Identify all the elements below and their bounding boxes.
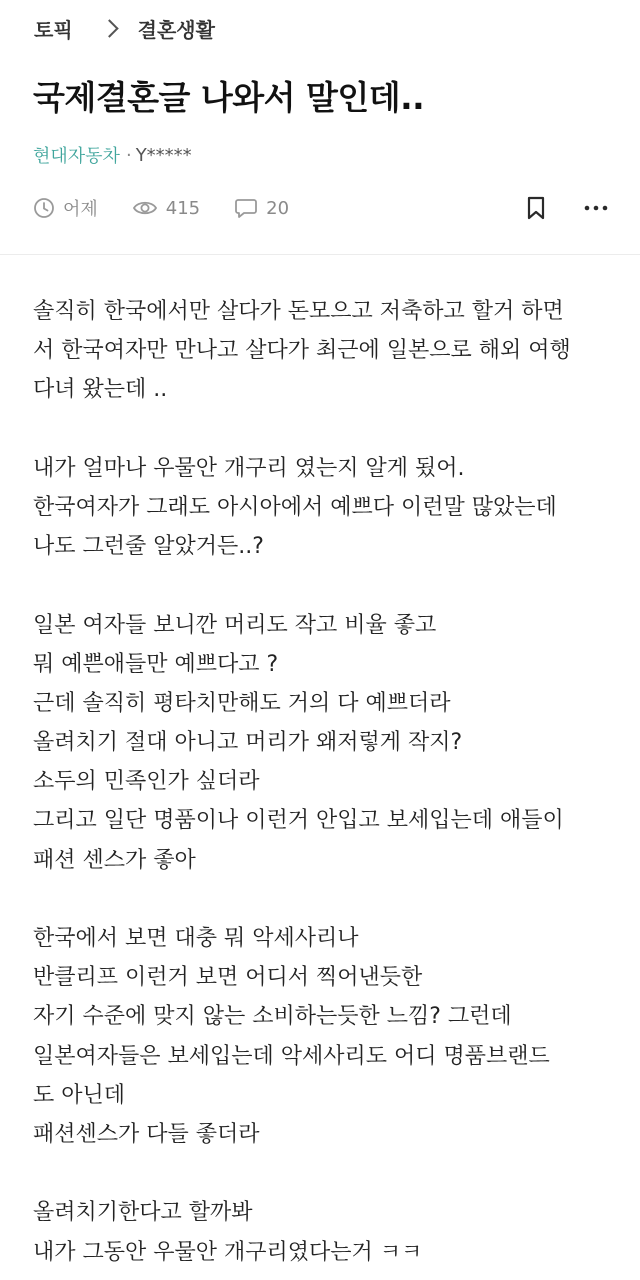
body-text-line: 다녀 왔는데 .. — [33, 377, 168, 403]
author-name: Y***** — [135, 144, 192, 166]
body-text-line: 내가 그동안 우물안 개구리였다는거 ㅋㅋ — [33, 1239, 423, 1265]
views-meta — [132, 197, 200, 219]
meta-row — [33, 192, 608, 224]
view-count: 415 — [165, 197, 201, 219]
post-actions — [526, 192, 608, 224]
body-text-line: 패션센스가 다들 좋더라 — [33, 1121, 260, 1147]
author-separator: · — [125, 144, 132, 166]
time-meta — [33, 195, 98, 221]
bookmark-icon — [526, 196, 546, 220]
body-text-line: 자기 수준에 맞지 않는 소비하는듯한 느낌? 그런데 — [33, 1004, 512, 1030]
body-text-line: 일본여자들은 보세입는데 악세사리도 어디 명품브랜드 — [33, 1043, 550, 1069]
divider — [0, 254, 640, 255]
company-link[interactable]: 현대자동차 — [33, 146, 120, 167]
eye-icon — [132, 197, 158, 219]
bookmark-button[interactable] — [526, 196, 546, 220]
body-text-line: 솔직히 한국에서만 살다가 돈모으고 저축하고 할거 하면 — [33, 299, 564, 324]
body-text-line: 소두의 민족인가 싶더라 — [33, 769, 260, 795]
comment-count: 20 — [266, 197, 290, 219]
author-row — [33, 142, 192, 168]
paragraph-gap — [33, 566, 623, 605]
comments-meta[interactable] — [234, 197, 289, 219]
body-text-line: 반클리프 이런거 보면 어디서 찍어낸듯한 — [33, 965, 423, 991]
body-text-line: 일본 여자들 보니깐 머리도 작고 비율 좋고 — [33, 612, 437, 638]
paragraph-gap — [33, 880, 623, 919]
breadcrumb-category-link[interactable]: 결혼생활 — [137, 17, 215, 42]
paragraph-gap — [33, 1154, 623, 1193]
body-text-line: 올려치기 절대 아니고 머리가 왜저렇게 작지? — [33, 730, 463, 756]
body-text-line: 패션 센스가 좋아 — [33, 847, 196, 873]
body-text-line: 근데 솔직히 평타치만해도 거의 다 예쁘더라 — [33, 690, 451, 716]
body-text-line: 나도 그런줄 알았거든..? — [33, 534, 264, 560]
more-horizontal-icon — [584, 204, 608, 212]
body-text-line: 뭐 예쁜애들만 예쁘다고 ? — [33, 651, 279, 677]
body-text-line: 올려치기한다고 할까봐 — [33, 1200, 253, 1226]
post-body — [33, 292, 623, 1272]
breadcrumb-topic-link[interactable]: 토픽 — [34, 17, 73, 42]
more-button[interactable] — [584, 204, 608, 212]
post-time: 어제 — [63, 199, 98, 220]
body-text-line: 내가 얼마나 우물안 개구리 였는지 알게 됬어. — [33, 455, 465, 481]
breadcrumb — [34, 12, 215, 44]
body-text-line: 도 아닌데 — [33, 1082, 126, 1108]
comment-icon — [234, 197, 258, 219]
body-text-line: 한국에서 보면 대충 뭐 악세사리나 — [33, 926, 359, 951]
chevron-right-icon — [100, 19, 118, 37]
clock-icon — [33, 197, 55, 219]
post-title: 국제결혼글 나와서 말인데.. — [33, 78, 425, 117]
paragraph-gap — [33, 410, 623, 449]
body-text-line: 그리고 일단 명품이나 이런거 안입고 보세입는데 애들이 — [33, 808, 564, 834]
body-text-line: 서 한국여자만 만나고 살다가 최근에 일본으로 해외 여행 — [33, 338, 571, 364]
body-text-line: 한국여자가 그래도 아시아에서 예쁘다 이런말 많았는데 — [33, 494, 557, 520]
